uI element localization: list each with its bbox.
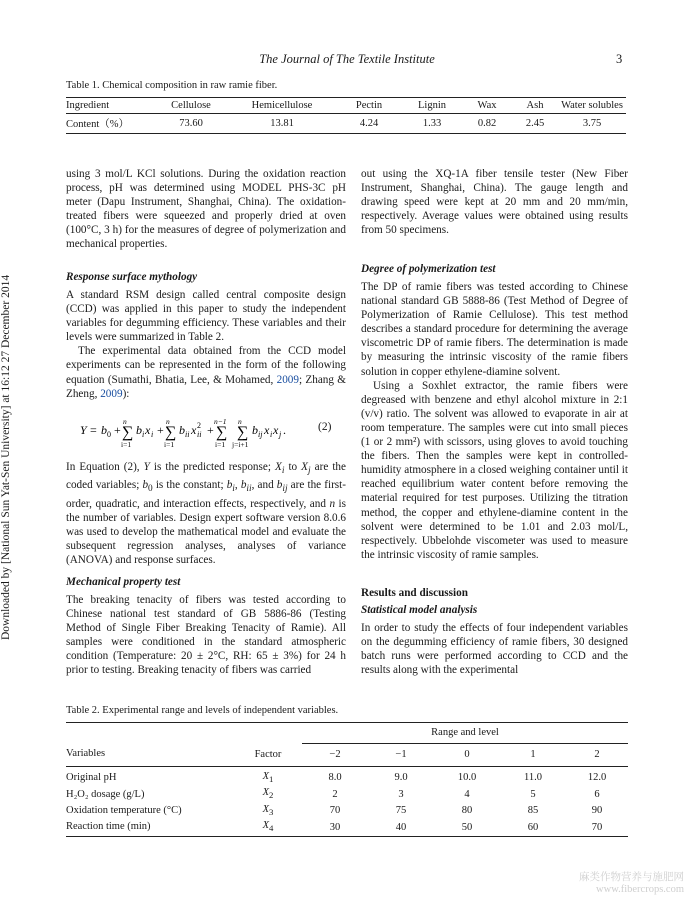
running-header-journal: The Journal of The Textile Institute (259, 52, 435, 66)
svg-text:x: x (145, 423, 151, 437)
svg-text:x: x (273, 423, 279, 437)
svg-text:+: + (114, 423, 121, 437)
table2-factor: $X_4$ (262, 820, 274, 834)
paragraph: A standard RSM design called central composite design (CCD) was applied in this paper to study the independent variables for degumming efficiency. These variables and their levels were summarized in Table 2. (66, 289, 346, 344)
factor-subscript: 2 (269, 790, 274, 801)
svg-text:j=i+1: j=i+1 (232, 440, 249, 449)
table1-header-cell: Lignin (402, 98, 462, 114)
watermark-line: www.fibercrops.com (596, 884, 684, 895)
svg-text:b: b (179, 423, 185, 437)
table2-variable: Reaction time (min) (66, 820, 151, 832)
table1-cell: 0.82 (477, 118, 497, 129)
table2-value: 80 (461, 805, 473, 817)
download-note-text: Downloaded by [National Sun Yat-Sen University] at 16:12 27 December 2014 (0, 274, 12, 640)
heading-response-surface: Response surface mythology (66, 271, 198, 283)
left-col-rsm (66, 288, 346, 401)
table1-cell: 3.75 (582, 118, 602, 129)
svg-text:b: b (136, 423, 142, 437)
table-row (66, 803, 628, 820)
table1-cell: 1.33 (422, 118, 442, 129)
svg-text:ii: ii (197, 430, 202, 439)
svg-text:0: 0 (107, 430, 111, 439)
svg-text:+: + (207, 423, 214, 437)
paragraph: Using a Soxhlet extractor, the ramie fibers were degreased with benzene and ethyl alcohol mixture in 2:1 (v/v) ratio. The solvent was allowed to evaporate in air at room temperature. The samples were cut into small pieces (1 or 2 mm²) with scissors, using gloves to avoid touching the fibers. Then the samples were kept in controlled-humidity atmosphere in a closed weighing container until it reached equilibrium water content before removing the material required for test purposes. Utilizing the titration method, the copper and ethylene-diamine content in the solvent were determined to be 1.01 and 2.03 mol/L, respectively. Ubbelohde viscometer was used to measure the intrinsic viscosity of ramie samples. (361, 379, 628, 561)
table1-header-row (66, 98, 626, 114)
table2-value: 10.0 (457, 772, 477, 784)
table2-factor: $X_2$ (262, 787, 274, 801)
table2-col-variables: Variables (66, 748, 106, 759)
svg-text:i: i (142, 430, 145, 439)
table2-value: 5 (530, 788, 536, 800)
paragraph (66, 344, 346, 400)
svg-text:i=1: i=1 (121, 440, 132, 449)
watermark-line: 麻类作物营养与施肥网 (579, 872, 684, 883)
table-row (66, 819, 628, 836)
table2-variable: H₂O₂ dosage (g/L) (66, 788, 145, 800)
table1 (66, 97, 626, 134)
paragraph: In order to study the effects of four independent variables on the degumming efficiency of ramie fibers, 30 designed batch runs were performed according to CCD and the results along with the experimental (361, 622, 628, 677)
table2-level: 2 (594, 748, 600, 760)
table1-cell: 13.81 (270, 118, 294, 129)
svg-text:i=1: i=1 (215, 440, 226, 449)
table1-cell: Content（%） (66, 119, 129, 130)
table2-value: 11.0 (524, 772, 542, 784)
paragraph: In Equation (2), Y is the predicted response; $X_i$ to $X_j$ are the coded variables; $b_0$ is the constant; $b_i$, $b_{ii}$, and $b_{ij}$ are the first-order, quadratic, and interaction effects, respectively, and n is the number of variables. Design expert software version 8.0.6 was used to develop the mathematical model and evaluate the subsequent regression analyses, analyses of variance (ANOVA) and response surfaces. (66, 461, 346, 567)
svg-text:n: n (238, 417, 242, 426)
table2-value: 70 (591, 821, 603, 833)
table1-cell: 2.45 (525, 118, 545, 129)
svg-text:j: j (279, 430, 282, 439)
table2-value: 40 (395, 821, 407, 833)
heading-statistical: Statistical model analysis (361, 604, 478, 616)
equation-2 (66, 414, 346, 453)
table2-caption: Table 2. Experimental range and levels of independent variables. (66, 705, 339, 716)
left-col-mech (66, 593, 346, 678)
table2-value: 30 (329, 821, 341, 833)
table1-header-cell: Ash (512, 98, 558, 114)
table2-level: 1 (530, 748, 536, 760)
citation-link[interactable]: 2009 (276, 373, 299, 386)
table1-header-cell: Wax (462, 98, 512, 114)
left-col-para-1 (66, 167, 346, 252)
right-col-stat (361, 621, 628, 677)
svg-text:Y: Y (80, 423, 87, 437)
table1-header-cell: Water solubles (558, 98, 626, 114)
table1-header-cell: Hemicellulose (228, 98, 336, 114)
table2-value: 8.0 (328, 772, 342, 784)
svg-text:n: n (123, 417, 127, 426)
svg-text:ij: ij (258, 430, 263, 439)
svg-text:i=1: i=1 (164, 440, 175, 449)
table1-header-cell: Cellulose (154, 98, 228, 114)
table2-value: 4 (464, 788, 470, 800)
svg-text:.: . (283, 423, 286, 437)
table-row (66, 766, 628, 786)
table2 (66, 722, 628, 837)
svg-text:∑: ∑ (165, 424, 177, 441)
factor-subscript: 3 (269, 806, 274, 817)
svg-text:x: x (191, 423, 197, 437)
svg-text:∑: ∑ (122, 424, 134, 441)
table2-level: −2 (329, 748, 341, 760)
table2-factor: $X_3$ (262, 803, 274, 817)
table2-value: 90 (591, 805, 603, 817)
heading-mechanical: Mechanical property test (66, 576, 181, 588)
table2-value: 3 (398, 788, 404, 800)
table2-variable: Oxidation temperature (°C) (66, 805, 182, 817)
heading-results: Results and discussion (361, 587, 468, 599)
table-row (66, 786, 628, 803)
svg-text:b: b (252, 423, 258, 437)
page-number: 3 (616, 52, 623, 66)
table2-value: 50 (461, 821, 473, 833)
left-col-eq-explain (66, 460, 346, 567)
table2-value: 70 (329, 805, 341, 817)
svg-text:=: = (90, 423, 97, 437)
table1-cell: 73.60 (179, 118, 203, 129)
download-note (0, 250, 16, 640)
table2-header-row (66, 743, 628, 766)
table2-value: 75 (395, 805, 407, 817)
table2-range-header: Range and level (302, 723, 628, 744)
table2-header-row (66, 723, 628, 744)
svg-text:∑: ∑ (237, 424, 249, 441)
paragraph: out using the XQ-1A fiber tensile tester (New Fiber Instrument, Shanghai, China). The gauge length and drawing speed were kept at 20 mm and 20 mm/min, respectively. Average values were obtained using results from 50 specimens. (361, 168, 628, 237)
table2-col-factor: Factor (254, 748, 282, 760)
table2-level: −1 (395, 748, 407, 760)
factor-subscript: 1 (269, 773, 274, 784)
right-col-dp (361, 280, 628, 562)
table2-variable: Original pH (66, 772, 117, 784)
heading-degree-polymerization: Degree of polymerization test (361, 263, 496, 275)
table2-value: 12.0 (587, 772, 607, 784)
table2-factor: $X_1$ (262, 770, 274, 784)
watermark (579, 872, 684, 896)
svg-text:i: i (151, 430, 154, 439)
svg-text:+: + (157, 423, 164, 437)
factor-subscript: 4 (269, 823, 274, 834)
equation-number: (2) (318, 421, 332, 433)
svg-text:2: 2 (197, 421, 201, 430)
svg-text:n−1: n−1 (214, 417, 227, 426)
text-run: The experimental data obtained from the CCD model experiments can be represented in the form of the following equation (Sumathi, Bhatia, Lee, & Mohamed, (66, 345, 346, 386)
table1-row (66, 114, 626, 134)
equation-graphic (66, 414, 346, 450)
svg-text:n: n (166, 417, 170, 426)
svg-text:∑: ∑ (216, 424, 228, 441)
table1-header-cell: Pectin (336, 98, 402, 114)
table2-value: 9.0 (394, 772, 408, 784)
right-col-para-1 (361, 167, 628, 237)
paragraph: The DP of ramie fibers was tested according to Chinese national standard GB 5888-86 (Test Method of Degree of Polymerization of Ramie Cellulose). This test method describes a standard procedure for determining the average viscometric DP of ramie fibers. The determination is made by measuring the intrinsic viscosity of the ramie fibers solution in copper ethylene-diamine solvent. (361, 281, 628, 378)
text-run: ; Zhang & Zheng, (66, 373, 346, 400)
citation-link[interactable]: 2009 (100, 387, 123, 400)
table2-value: 85 (527, 805, 539, 817)
table1-cell: 4.24 (359, 118, 379, 129)
table2-value: 6 (594, 788, 600, 800)
svg-text:b: b (101, 423, 107, 437)
svg-text:i: i (270, 430, 273, 439)
table1-caption: Table 1. Chemical composition in raw ramie fiber. (66, 80, 278, 91)
svg-text:x: x (264, 423, 270, 437)
paragraph: using 3 mol/L KCl solutions. During the oxidation reaction process, pH was determined using MODEL PHS-3C pH meter (Dapu Instrument, Shanghai, China). The oxidation-treated fibers were squeezed and properly dried at oven (100°C, 3 h) for the measures of degree of polymerization and mechanical properties. (66, 168, 346, 251)
paragraph: The breaking tenacity of fibers was tested according to Chinese national test standard of GB 5886-86 (Testing Method of Single Fiber Breaking Tenacity of Ramie). All samples were conditioned in the standard atmospheric condition (Temperature: 20 ± 2°C, RH: 65 ± 3%) for 24 h prior to testing. Breaking tenacity of fibers was carried (66, 594, 346, 677)
svg-text:ii: ii (185, 430, 190, 439)
table2-value: 60 (527, 821, 539, 833)
table1-header-cell: Ingredient (66, 98, 154, 114)
table2-value: 2 (332, 788, 338, 800)
text-run: ): (122, 387, 130, 400)
table2-level: 0 (464, 748, 470, 760)
